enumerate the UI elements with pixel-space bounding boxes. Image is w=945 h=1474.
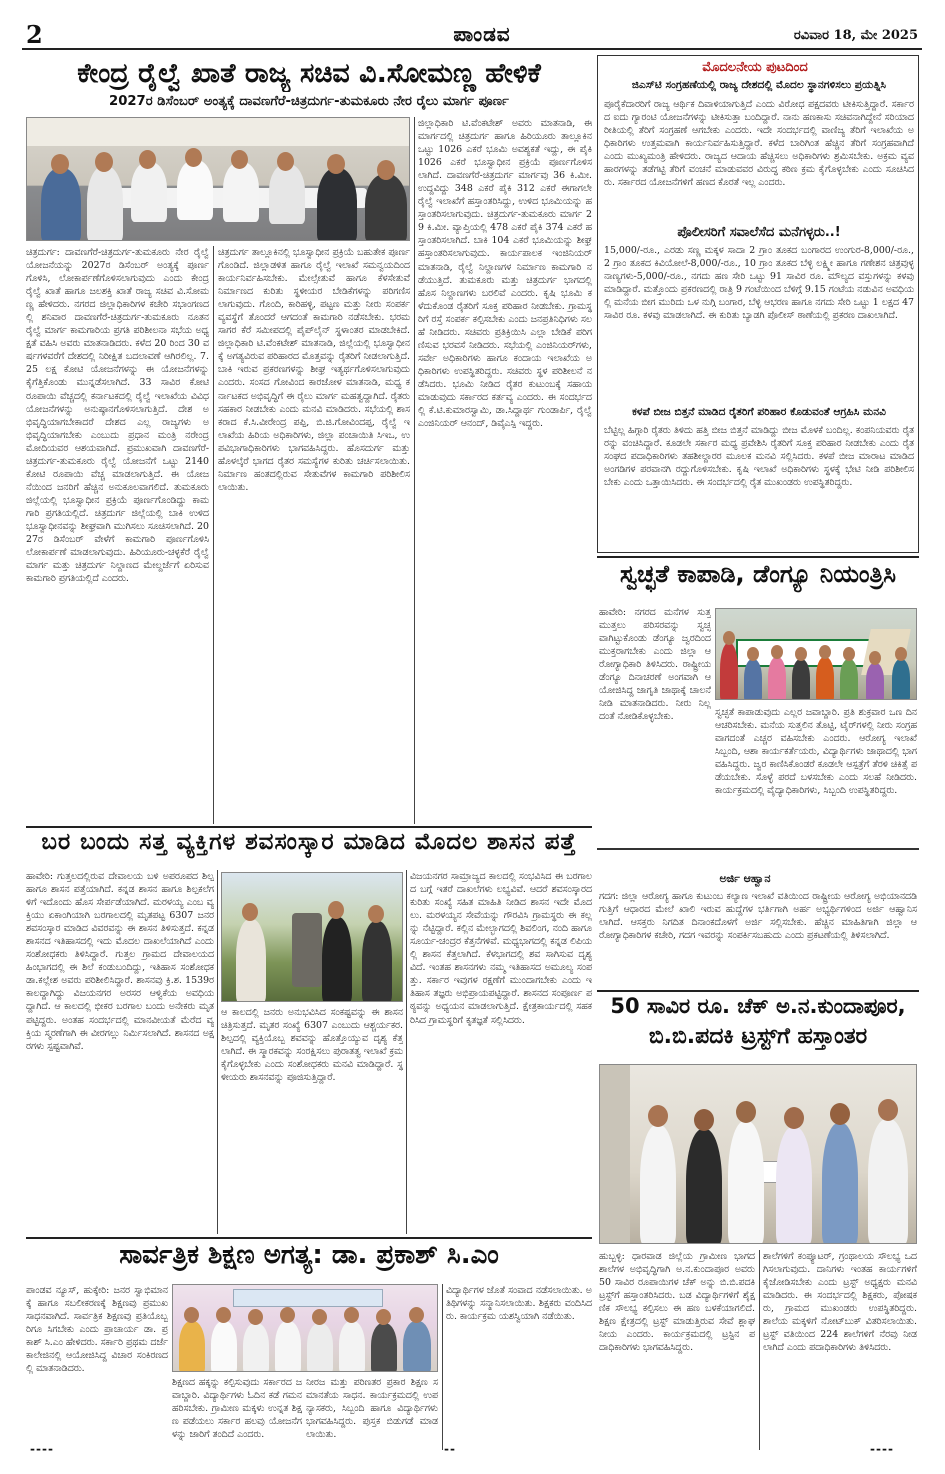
inscription-column-3: ವಿಜಯನಗರ ಸಾಮ್ರಾಜ್ಯದ ಕಾಲದಲ್ಲಿ ಸಂಭವಿಸಿದ ಈ ಬರಗಾಲದ ಬಗ್ಗೆ ಇತರೆ ದಾಖಲೆಗಳು ಲಭ್ಯವಿವೆ. ಆದರೆ ಶವಸಂಸ್ಕಾರದ ಕುರಿತು ಸಂಖ್ಯೆ ಸಹಿತ ಮಾಹಿತಿ ನೀಡಿದ ಶಾಸನ ಇದೇ ಮೊದಲು. ಮರಳಯ್ಯನ ಸೇವೆಯನ್ನು ಗೌರವಿಸಿ ಗ್ರಾಮಸ್ಥರು ಈ ಕಲ್ಲನ್ನು ನೆಟ್ಟಿದ್ದಾರೆ. ಕಲ್ಲಿನ ಮೇಲ್ಭಾಗದಲ್ಲಿ ಶಿವಲಿಂಗ, ನಂದಿ ಹಾಗೂ ಸೂರ್ಯ-ಚಂದ್ರರ ಕೆತ್ತನೆಗಳಿವೆ. ಮಧ್ಯಭಾಗದಲ್ಲಿ ಕನ್ನಡ ಲಿಪಿಯಲ್ಲಿ ಶಾಸನ ಕೆತ್ತಲಾಗಿದೆ. ಕೆಳಭಾಗದಲ್ಲಿ ಶವ ಸಾಗಿಸುವ ದೃಶ್ಯವಿದೆ. ಇಂತಹ ಶಾಸನಗಳು ನಮ್ಮ ಇತಿಹಾಸದ ಅಮೂಲ್ಯ ಸಂಪತ್ತು. ಸರ್ಕಾರ ಇವುಗಳ ರಕ್ಷಣೆಗೆ ಮುಂದಾಗಬೇಕು ಎಂದು ಇತಿಹಾಸ ತಜ್ಞರು ಅಭಿಪ್ರಾಯಪಟ್ಟಿದ್ದಾರೆ. ಶಾಸನದ ಸಂಪೂರ್ಣ ಪಠ್ಯವನ್ನು ಅಧ್ಯಯನ ಮಾಡಲಾಗುತ್ತಿದೆ. ಕ್ಷೇತ್ರಕಾರ್ಯದಲ್ಲಿ ಸಹಕರಿಸಿದ ಗ್ರಾಮಸ್ಥರಿಗೆ ಕೃತಜ್ಞತೆ ಸಲ್ಲಿಸಿದರು. [410,871,592,1026]
cheque-column-2: ಶಾಲೆಗಳಿಗೆ ಕಂಪ್ಯೂಟರ್, ಗ್ರಂಥಾಲಯ ಸೌಲಭ್ಯ ಒದಗಿಸಲಾಗುವುದು. ದಾನಿಗಳು ಇಂತಹ ಕಾರ್ಯಗಳಿಗೆ ಕೈಜೋಡಿಸಬೇಕು ಎಂದು ಟ್ರಸ್ಟ್ ಅಧ್ಯಕ್ಷರು ಮನವಿ ಮಾಡಿದರು. ಈ ಸಂದರ್ಭದಲ್ಲಿ ಶಿಕ್ಷಕರು, ಪೋಷಕರು, ಗ್ರಾಮದ ಮುಖಂಡರು ಉಪಸ್ಥಿತರಿದ್ದರು. ಶಾಲೆಯ ಮಕ್ಕಳಿಗೆ ನೋಟ್‌ಬುಕ್ ವಿತರಿಸಲಾಯಿತು. ಟ್ರಸ್ಟ್ ವತಿಯಿಂದ 224 ಶಾಲೆಗಳಿಗೆ ನೆರವು ನೀಡಲಾಗಿದೆ ಎಂದು ಪದಾಧಿಕಾರಿಗಳು ತಿಳಿಸಿದರು. [763,1251,917,1354]
notice-box [597,848,919,850]
cheque-headline-1: 50 ಸಾವಿರ ರೂ. ಚೆಕ್ ಅ.ನ.ಕುಂದಾಪೂರ, [610,994,906,1018]
masthead [22,20,922,50]
dengue-text-right: ಸ್ವಚ್ಛತೆ ಕಾಪಾಡುವುದು ಎಲ್ಲರ ಜವಾಬ್ದಾರಿ. ಪ್ರತಿ ಶುಕ್ರವಾರ ಒಣ ದಿನ ಆಚರಿಸಬೇಕು. ಮನೆಯ ಸುತ್ತಲಿನ ತೊಟ್ಟಿ, ಟೈರ್‌ಗಳಲ್ಲಿ ನೀರು ಸಂಗ್ರಹವಾಗದಂತೆ ಎಚ್ಚರ ವಹಿಸಬೇಕು ಎಂದರು. ಆರೋಗ್ಯ ಇಲಾಖೆ ಸಿಬ್ಬಂದಿ, ಆಶಾ ಕಾರ್ಯಕರ್ತೆಯರು, ವಿದ್ಯಾರ್ಥಿಗಳು ಜಾಥಾದಲ್ಲಿ ಭಾಗವಹಿಸಿದ್ದರು. ಜ್ವರ ಕಾಣಿಸಿಕೊಂಡರೆ ಕೂಡಲೇ ಆಸ್ಪತ್ರೆಗೆ ತೆರಳಿ ಚಿಕಿತ್ಸೆ ಪಡೆಯಬೇಕು. ಸೊಳ್ಳೆ ಪರದೆ ಬಳಸಬೇಕು ಎಂದು ಸಲಹೆ ನೀಡಿದರು. ಕಾರ್ಯಕ್ರಮದಲ್ಲಿ ವೈದ್ಯಾಧಿಕಾರಿಗಳು, ಸಿಬ್ಬಂದಿ ಉಪಸ್ಥಿತರಿದ್ದರು. [715,707,917,797]
gst-title: ಜಿಎಸ್‌ಟಿ ಸಂಗ್ರಹಣೆಯಲ್ಲಿ ರಾಜ್ಯ ದೇಶದಲ್ಲಿ ಮೊದಲ ಸ್ಥಾನಗಳಿಸಲು ಪ್ರಯತ್ನಿಸಿ [631,79,887,91]
seed-title: ಕಳಪೆ ಬೀಜ ಬಿತ್ತನೆ ಮಾಡಿದ ರೈತರಿಗೆ ಪರಿಹಾರ ಕೊಡುವಂತೆ ಆಗ್ರಹಿಸಿ ಮನವಿ [632,406,886,418]
notice-title: ಅರ್ಜಿ ಆಹ್ವಾನ [719,872,771,885]
education-headline: ಸಾರ್ವತ್ರಿಕ ಶಿಕ್ಷಣ ಅಗತ್ಯ: ಡಾ. ಪ್ರಕಾಶ್ ಸಿ.ಎಂ [119,1240,499,1270]
education-column-3: ನೀರಜ ಮತ್ತು ಪರಿಣತರ ಪ್ರಕಾರ ಶಿಕ್ಷಣ ಸಮಾನತೆಯ ಸಾಧನ. ಕಾರ್ಯಕ್ರಮದಲ್ಲಿ ಉಪನ್ಯಾಸಕರು, ಸಿಬ್ಬಂದಿ ಹಾಗೂ ವಿದ್ಯಾರ್ಥಿಗಳು ಭಾಗವಹಿಸಿದ್ದರು. ಪುಸ್ತಕ ಬಿಡುಗಡೆ ಮಾಡಲಾಯಿತು. [306,1377,438,1441]
story1-column-3: ಜಿಲ್ಲಾಧಿಕಾರಿ ಟಿ.ವೆಂಕಟೇಶ್ ಅವರು ಮಾತನಾಡಿ, ಈ ಮಾರ್ಗದಲ್ಲಿ ಚಿತ್ರದುರ್ಗ ಹಾಗೂ ಹಿರಿಯೂರು ತಾಲ್ಲೂಕಿನ ಒಟ್ಟು 1026 ಎಕರೆ ಭೂಮಿ ಅವಶ್ಯಕತೆ ಇದ್ದು, ಈ ಪೈಕಿ 1026 ಎಕರೆ ಭೂಸ್ವಾಧೀನ ಪ್ರಕ್ರಿಯೆ ಪೂರ್ಣಗೊಳಿಸಲಾಗಿದೆ. ದಾವಣಗೆರೆ-ಚಿತ್ರದುರ್ಗ ಮಾರ್ಗವು 36 ಕಿ.ಮೀ. ಉದ್ದವಿದ್ದು 348 ಎಕರೆ ಪೈಕಿ 312 ಎಕರೆ ಈಗಾಗಲೇ ರೈಲ್ವೆ ಇಲಾಖೆಗೆ ಹಸ್ತಾಂತರಿಸಿದ್ದು, ಉಳಿದ ಭೂಮಿಯನ್ನು ಹಸ್ತಾಂತರಿಸಲಾಗುವುದು. ಚಿತ್ರದುರ್ಗ-ತುಮಕೂರು ಮಾರ್ಗ 29 ಕಿ.ಮೀ. ವ್ಯಾಪ್ತಿಯಲ್ಲಿ 478 ಎಕರೆ ಪೈಕಿ 374 ಎಕರೆ ಹಸ್ತಾಂತರಿಸಲಾಗಿದೆ. ಬಾಕಿ 104 ಎಕರೆ ಭೂಮಿಯನ್ನು ಶೀಘ್ರ ಹಸ್ತಾಂತರಿಸಲಾಗುವುದು. ಕಾರ್ಯಪಾಲಕ ಇಂಜಿನಿಯರ್ ಮಾತನಾಡಿ, ರೈಲ್ವೆ ನಿಲ್ದಾಣಗಳ ನಿರ್ಮಾಣ ಕಾಮಗಾರಿ ನಡೆಯುತ್ತಿದೆ. ತುಮಕೂರು ಮತ್ತು ಚಿತ್ರದುರ್ಗ ಭಾಗದಲ್ಲಿ ಹೊಸ ನಿಲ್ದಾಣಗಳು ಬರಲಿವೆ ಎಂದರು. ಕೃಷಿ ಭೂಮಿ ಕಳೆದುಕೊಂಡ ರೈತರಿಗೆ ಸೂಕ್ತ ಪರಿಹಾರ ನೀಡಬೇಕು. ಗ್ರಾಮಸ್ಥರಿಗೆ ರಸ್ತೆ ಸಂಪರ್ಕ ಕಲ್ಪಿಸಬೇಕು ಎಂದು ಜನಪ್ರತಿನಿಧಿಗಳು ಸಲಹೆ ನೀಡಿದರು. ಸಚಿವರು ಪ್ರತಿಕ್ರಿಯಿಸಿ ಎಲ್ಲಾ ಬೇಡಿಕೆ ಪರಿಗಣಿಸುವ ಭರವಸೆ ನೀಡಿದರು. ಸಭೆಯಲ್ಲಿ ಎಂಜಿನಿಯರ್‌ಗಳು, ಸರ್ವೇ ಅಧಿಕಾರಿಗಳು ಹಾಗೂ ಕಂದಾಯ ಇಲಾಖೆಯ ಅಧಿಕಾರಿಗಳು ಉಪಸ್ಥಿತರಿದ್ದರು. ಸಚಿವರು ಸ್ಥಳ ಪರಿಶೀಲನೆ ನಡೆಸಿದರು. ಭೂಮಿ ನೀಡಿದ ರೈತರ ಕುಟುಂಬಕ್ಕೆ ಸಹಾಯ ಮಾಡುವುದು ಸರ್ಕಾರದ ಕರ್ತವ್ಯ ಎಂದರು. ಈ ಸಂದರ್ಭದಲ್ಲಿ ಕೆ.ಟಿ.ಕುಮಾರಸ್ವಾಮಿ, ಡಾ.ಸಿದ್ದಾರ್ಥ ಗುಂಡಾರ್ಪಿ, ರೈಲ್ವೆ ಎಂಜಿನಿಯರ್ ಆನಂದ್, ಡಿವೈಎಸ್ಪಿ ಇದ್ದರು. [418,118,592,430]
story1-column-2: ಚಿತ್ರದುರ್ಗ ತಾಲ್ಲೂಕಿನಲ್ಲಿ ಭೂಸ್ವಾಧೀನ ಪ್ರಕ್ರಿಯೆ ಬಹುತೇಕ ಪೂರ್ಣಗೊಂಡಿದೆ. ಜಿಲ್ಲಾಡಳಿತ ಹಾಗೂ ರೈಲ್ವೆ ಇಲಾಖೆ ಸಮನ್ವಯದಿಂದ ಕಾರ್ಯನಿರ್ವಹಿಸಬೇಕು. ಮೇಲ್ಸೇತುವೆ ಹಾಗೂ ಕೆಳಸೇತುವೆ ನಿರ್ಮಾಣದ ಕುರಿತು ಸ್ಥಳೀಯರ ಬೇಡಿಕೆಗಳನ್ನು ಪರಿಗಣಿಸಲಾಗುವುದು. ಗೊಂದಿ, ಕಾರಿಹಳ್ಳಿ, ಪಟ್ಟಣ ಮತ್ತು ನೀರು ಸಂಪರ್ಕ ವ್ಯವಸ್ಥೆಗೆ ತೊಂದರೆ ಆಗದಂತೆ ಕಾಮಗಾರಿ ನಡೆಸಬೇಕು. ಭರಮಸಾಗರ ಕೆರೆ ಸಮೀಪದಲ್ಲಿ ಪೈಪ್‌ಲೈನ್ ಸ್ಥಳಾಂತರ ಮಾಡಬೇಕಿದೆ. ಜಿಲ್ಲಾಧಿಕಾರಿ ಟಿ.ವೆಂಕಟೇಶ್ ಮಾತನಾಡಿ, ಜಿಲ್ಲೆಯಲ್ಲಿ ಭೂಸ್ವಾಧೀನಕ್ಕೆ ಅಗತ್ಯವಿರುವ ಪರಿಹಾರದ ಮೊತ್ತವನ್ನು ರೈತರಿಗೆ ನೀಡಲಾಗುತ್ತಿದೆ. ಬಾಕಿ ಇರುವ ಪ್ರಕರಣಗಳನ್ನು ಶೀಘ್ರ ಇತ್ಯರ್ಥಗೊಳಿಸಲಾಗುವುದು ಎಂದರು. ಸಂಸದ ಗೋವಿಂದ ಕಾರಜೋಳ ಮಾತನಾಡಿ, ಮಧ್ಯ ಕರ್ನಾಟಕದ ಅಭಿವೃದ್ಧಿಗೆ ಈ ರೈಲು ಮಾರ್ಗ ಮಹತ್ವದ್ದಾಗಿದೆ. ರೈತರು ಸಹಕಾರ ನೀಡಬೇಕು ಎಂದು ಮನವಿ ಮಾಡಿದರು. ಸಭೆಯಲ್ಲಿ ಶಾಸಕರಾದ ಕೆ.ಸಿ.ವೀರೇಂದ್ರ ಪಪ್ಪಿ, ಬಿ.ಜಿ.ಗೋವಿಂದಪ್ಪ, ರೈಲ್ವೆ ಇಲಾಖೆಯ ಹಿರಿಯ ಅಧಿಕಾರಿಗಳು, ಜಿಲ್ಲಾ ಪಂಚಾಯಿತಿ ಸಿಇಒ, ಉಪವಿಭಾಗಾಧಿಕಾರಿಗಳು ಭಾಗವಹಿಸಿದ್ದರು. ಹೊಸದುರ್ಗ ಮತ್ತು ಹೊಳಲ್ಕೆರೆ ಭಾಗದ ರೈತರ ಸಮಸ್ಯೆಗಳ ಕುರಿತು ಚರ್ಚಿಸಲಾಯಿತು. ನಿರ್ಮಾಣ ಹಂತದಲ್ಲಿರುವ ಸೇತುವೆಗಳ ಕಾಮಗಾರಿ ಪರಿಶೀಲಿಸಲಾಯಿತು. [218,247,410,493]
page-number: 2 [26,20,43,49]
dengue-photo [715,608,917,700]
inscription-column-1: ಹಾವೇರಿ: ಗುತ್ತಲದಲ್ಲಿರುವ ದೇವಾಲಯ ಬಳಿ ಅಪರೂಪದ ಶಿಲ್ಪ ಹಾಗೂ ಶಾಸನ ಪತ್ತೆಯಾಗಿದೆ. ಕನ್ನಡ ಶಾಸನ ಹಾಗೂ ಶಿಲ್ಪಕಲೆಗಳಿಗೆ ಇದೊಂದು ಹೊಸ ಸೇರ್ಪಡೆಯಾಗಿದೆ. ಮರಳಯ್ಯ ಎಂಬ ವ್ಯಕ್ತಿಯು ಏಕಾಂಗಿಯಾಗಿ ಬರಗಾಲದಲ್ಲಿ ಮೃತಪಟ್ಟ 6307 ಜನರ ಶವಸಂಸ್ಕಾರ ಮಾಡಿದ ವಿವರವನ್ನು ಈ ಶಾಸನ ತಿಳಿಸುತ್ತದೆ. ಕನ್ನಡ ಶಾಸನದ ಇತಿಹಾಸದಲ್ಲಿ ಇದು ಮೊದಲ ದಾಖಲೆಯಾಗಿದೆ ಎಂದು ಸಂಶೋಧಕರು ತಿಳಿಸಿದ್ದಾರೆ. ಗುತ್ತಲ ಗ್ರಾಮದ ದೇವಾಲಯದ ಹಿಂಭಾಗದಲ್ಲಿ ಈ ಶಿಲೆ ಕಂಡುಬಂದಿದ್ದು, ಇತಿಹಾಸ ಸಂಶೋಧಕ ಡಾ.ಕಲ್ಲೇಶ ಅವರು ಪರಿಶೀಲಿಸಿದ್ದಾರೆ. ಶಾಸನವು ಕ್ರಿ.ಶ. 1539ರ ಕಾಲದ್ದಾಗಿದ್ದು ವಿಜಯನಗರ ಅರಸರ ಆಳ್ವಿಕೆಯ ಅವಧಿಯದ್ದಾಗಿದೆ. ಆ ಕಾಲದಲ್ಲಿ ಭೀಕರ ಬರಗಾಲ ಬಂದು ಅನೇಕರು ಮೃತಪಟ್ಟಿದ್ದರು. ಅಂತಹ ಸಂದರ್ಭದಲ್ಲಿ ಮಾನವೀಯತೆ ಮೆರೆದ ವ್ಯಕ್ತಿಯ ಸ್ಮರಣೆಗಾಗಿ ಈ ವೀರಗಲ್ಲು ನಿರ್ಮಿಸಲಾಗಿದೆ. ಶಾಸನದ ಅಕ್ಷರಗಳು ಸ್ಪಷ್ಟವಾಗಿವೆ. [26,871,214,1052]
cheque-headline-2: ಬಿ.ಬಿ.ಪದಕಿ ಟ್ರಸ್ಟ್‌ಗೆ ಹಸ್ತಾಂತರ [648,1024,868,1049]
continued-kicker: ಮೊದಲನೇಯ ಪುಟದಿಂದ [702,60,808,75]
notice-text: ಗದಗ: ಜಿಲ್ಲಾ ಆರೋಗ್ಯ ಹಾಗೂ ಕುಟುಂಬ ಕಲ್ಯಾಣ ಇಲಾಖೆ ವತಿಯಿಂದ ರಾಷ್ಟ್ರೀಯ ಆರೋಗ್ಯ ಅಭಿಯಾನದಡಿ ಗುತ್ತಿಗೆ ಆಧಾರದ ಮೇಲೆ ಖಾಲಿ ಇರುವ ಹುದ್ದೆಗಳ ಭರ್ತಿಗಾಗಿ ಅರ್ಹ ಅಭ್ಯರ್ಥಿಗಳಿಂದ ಅರ್ಜಿ ಆಹ್ವಾನಿಸಲಾಗಿದೆ. ಆಸಕ್ತರು ನಿಗದಿತ ದಿನಾಂಕದೊಳಗೆ ಅರ್ಜಿ ಸಲ್ಲಿಸಬೇಕು. ಹೆಚ್ಚಿನ ಮಾಹಿತಿಗಾಗಿ ಜಿಲ್ಲಾ ಆರೋಗ್ಯಾಧಿಕಾರಿಗಳ ಕಚೇರಿ, ಗದಗ ಇವರನ್ನು ಸಂಪರ್ಕಿಸಬಹುದು ಎಂದು ಪ್ರಕಟಣೆಯಲ್ಲಿ ತಿಳಿಸಲಾಗಿದೆ. [599,891,917,942]
footer-middle: -⁣- [444,1442,456,1456]
footer-right: ---- [870,1442,894,1456]
education-column-2: ಶಿಕ್ಷಣದ ಹಕ್ಕನ್ನು ಕಲ್ಪಿಸುವುದು ಸರ್ಕಾರದ ಜವಾಬ್ದಾರಿ. ವಿದ್ಯಾರ್ಥಿಗಳು ಓದಿನ ಕಡೆ ಗಮನ ಹರಿಸಬೇಕು. ಗ್ರಾಮೀಣ ಮಕ್ಕಳು ಉನ್ನತ ಶಿಕ್ಷಣ ಪಡೆಯಲು ಸರ್ಕಾರ ಹಲವು ಯೋಜನೆಗಳನ್ನು ಜಾರಿಗೆ ತಂದಿದೆ ಎಂದರು. [172,1377,302,1441]
inscription-column-2: ಆ ಕಾಲದಲ್ಲಿ ಜನರು ಅನುಭವಿಸಿದ ಸಂಕಷ್ಟವನ್ನು ಈ ಶಾಸನ ಚಿತ್ರಿಸುತ್ತದೆ. ಮೃತರ ಸಂಖ್ಯೆ 6307 ಎಂಬುದು ಆಶ್ಚರ್ಯಕರ. ಶಿಲ್ಪದಲ್ಲಿ ವ್ಯಕ್ತಿಯೊಬ್ಬ ಶವವನ್ನು ಹೊತ್ತೊಯ್ಯುವ ದೃಶ್ಯ ಕೆತ್ತಲಾಗಿದೆ. ಈ ಸ್ಮಾರಕವನ್ನು ಸಂರಕ್ಷಿಸಲು ಪುರಾತತ್ವ ಇಲಾಖೆ ಕ್ರಮ ಕೈಗೊಳ್ಳಬೇಕು ಎಂದು ಸಂಶೋಧಕರು ಮನವಿ ಮಾಡಿದ್ದಾರೆ. ಸ್ಥಳೀಯರು ಶಾಸನವನ್ನು ಪೂಜಿಸುತ್ತಿದ್ದಾರೆ. [221,1007,403,1084]
education-photo [172,1284,438,1372]
story1-subhead: 2027ರ ಡಿಸೆಂಬರ್ ಅಂತ್ಯಕ್ಕೆ ದಾವಣಗೆರೆ-ಚಿತ್ರದುರ್ಗ-ತುಮಕೂರು ನೇರ ರೈಲು ಮಾರ್ಗ ಪೂರ್ಣ [109,94,509,109]
burglary-title: ಪೊಲೀಸರಿಗೆ ಸವಾಲೆಸೆದ ಮನೆಗಳ್ಳರು..! [677,225,841,240]
paper-name: ಪಾಂಡವ [453,22,511,46]
inscription-photo [221,872,403,1002]
story1-column-1: ಚಿತ್ರದುರ್ಗ: ದಾವಣಗೆರೆ-ಚಿತ್ರದುರ್ಗ-ತುಮಕೂರು ನೇರ ರೈಲ್ವೆ ಯೋಜನೆಯನ್ನು 2027ರ ಡಿಸೆಂಬರ್ ಅಂತ್ಯಕ್ಕೆ ಪೂರ್ಣಗೊಳಿಸಿ, ಲೋಕಾರ್ಪಣೆಗೊಳಿಸಲಾಗುವುದು ಎಂದು ಕೇಂದ್ರ ರೈಲ್ವೆ ಖಾತೆ ಹಾಗೂ ಜಲಶಕ್ತಿ ಖಾತೆ ರಾಜ್ಯ ಸಚಿವ ವಿ.ಸೋಮಣ್ಣ ಹೇಳಿದರು. ನಗರದ ಜಿಲ್ಲಾಧಿಕಾರಿಗಳ ಕಚೇರಿ ಸಭಾಂಗಣದಲ್ಲಿ ಶನಿವಾರ ದಾವಣಗೆರೆ-ಚಿತ್ರದುರ್ಗ-ತುಮಕೂರು ನೂತನ ರೈಲ್ವೆ ಮಾರ್ಗ ಕಾಮಗಾರಿಯ ಪ್ರಗತಿ ಪರಿಶೀಲನಾ ಸಭೆಯ ಅಧ್ಯಕ್ಷತೆ ವಹಿಸಿ ಅವರು ಮಾತನಾಡಿದರು. ಕಳೆದ 20 ರಿಂದ 30 ವರ್ಷಗಳವರೆಗೆ ದೇಶದಲ್ಲಿ ನಿರೀಕ್ಷಿತ ಬದಲಾವಣೆ ಆಗಿರಲಿಲ್ಲ. 7.25 ಲಕ್ಷ ಕೋಟಿ ಯೋಜನೆಗಳನ್ನು ಈ ಯೋಜನೆಗಳನ್ನು ಕೈಗೆತ್ತಿಕೊಂಡು ಮುನ್ನಡೆಸಲಾಗಿದೆ. 33 ಸಾವಿರ ಕೋಟಿ ರೂಪಾಯಿ ವೆಚ್ಚದಲ್ಲಿ ಕರ್ನಾಟಕದಲ್ಲಿ ರೈಲ್ವೆ ಇಲಾಖೆಯ ವಿವಿಧ ಯೋಜನೆಗಳನ್ನು ಅನುಷ್ಠಾನಗೊಳಿಸಲಾಗುತ್ತಿದೆ. ದೇಶ ಅಭಿವೃದ್ಧಿಯಾಗಬೇಕಾದರೆ ದೇಶದ ಎಲ್ಲ ರಾಜ್ಯಗಳು ಅಭಿವೃದ್ಧಿಯಾಗಬೇಕು ಎಂಬುದು ಪ್ರಧಾನ ಮಂತ್ರಿ ನರೇಂದ್ರ ಮೋದಿಯವರ ಆಶಯವಾಗಿದೆ. ಪ್ರಮುಖವಾಗಿ ದಾವಣಗೆರೆ-ಚಿತ್ರದುರ್ಗ-ತುಮಕೂರು ರೈಲ್ವೆ ಯೋಜನೆಗೆ ಒಟ್ಟು 2140 ಕೋಟಿ ರೂಪಾಯಿ ವೆಚ್ಚ ಮಾಡಲಾಗುತ್ತಿದೆ. ಈ ಯೋಜನೆಯಿಂದ ಜನರಿಗೆ ಹೆಚ್ಚಿನ ಅನುಕೂಲವಾಗಲಿದೆ. ತುಮಕೂರು ಜಿಲ್ಲೆಯಲ್ಲಿ ಭೂಸ್ವಾಧೀನ ಪ್ರಕ್ರಿಯೆ ಪೂರ್ಣಗೊಂಡಿದ್ದು ಕಾಮಗಾರಿ ಪ್ರಗತಿಯಲ್ಲಿದೆ. ಚಿತ್ರದುರ್ಗ ಜಿಲ್ಲೆಯಲ್ಲಿ ಬಾಕಿ ಉಳಿದ ಭೂಸ್ವಾಧೀನವನ್ನು ಶೀಘ್ರವಾಗಿ ಮುಗಿಸಲು ಸೂಚಿಸಲಾಗಿದೆ. 2027ರ ಡಿಸೆಂಬರ್ ವೇಳೆಗೆ ಕಾಮಗಾರಿ ಪೂರ್ಣಗೊಳಿಸಿ ಲೋಕಾರ್ಪಣೆ ಮಾಡಲಾಗುವುದು. ಹಿರಿಯೂರು-ಚಳ್ಳಕೆರೆ ರೈಲ್ವೆ ಮಾರ್ಗ ಮತ್ತು ಚಿತ್ರದುರ್ಗ ನಿಲ್ದಾಣದ ಮೇಲ್ದರ್ಜೆಗೆ ಏರಿಸುವ ಕಾಮಗಾರಿ ಪ್ರಗತಿಯಲ್ಲಿದೆ ಎಂದರು. [26,247,209,585]
dengue-headline: ಸ್ವಚ್ಛತೆ ಕಾಪಾಡಿ, ಡೆಂಗ್ಯೂ ನಿಯಂತ್ರಿಸಿ [619,560,897,588]
inscription-headline: ಬರ ಬಂದು ಸತ್ತ ವ್ಯಕ್ತಿಗಳ ಶವಸಂಸ್ಕಾರ ಮಾಡಿದ ಮೊದಲ ಶಾಸನ ಪತ್ತೆ [41,829,577,855]
dengue-text-left: ಹಾವೇರಿ: ನಗರದ ಮನೆಗಳ ಸುತ್ತಮುತ್ತಲು ಪರಿಸರವನ್ನು ಸ್ವಚ್ಛವಾಗಿಟ್ಟುಕೊಂಡು ಡೆಂಗ್ಯೂ ಜ್ವರದಿಂದ ಮುಕ್ತರಾಗಬೇಕು ಎಂದು ಜಿಲ್ಲಾ ಆರೋಗ್ಯಾಧಿಕಾರಿ ತಿಳಿಸಿದರು. ರಾಷ್ಟ್ರೀಯ ಡೆಂಗ್ಯೂ ದಿನಾಚರಣೆ ಅಂಗವಾಗಿ ಆಯೋಜಿಸಿದ್ದ ಜಾಗೃತಿ ಜಾಥಾಕ್ಕೆ ಚಾಲನೆ ನೀಡಿ ಮಾತನಾಡಿದರು. ನೀರು ನಿಲ್ಲದಂತೆ ನೋಡಿಕೊಳ್ಳಬೇಕು. [599,607,711,723]
burglary-text: 15,000/-ರೂ., ಎರಡು ಸಣ್ಣ ಮಕ್ಕಳ ಸಾದಾ 2 ಗ್ರಾಂ ತೂಕದ ಬಂಗಾರದ ಉಂಗುರ-8,000/-ರೂ., 2 ಗ್ರಾಂ ತೂಕದ ಕಿವಿಯೋಲೆ-8,000/-ರೂ., 10 ಗ್ರಾಂ ತೂಕದ ಬೆಳ್ಳಿ ಲಕ್ಷ್ಮೀ ಹಾಗೂ ಗಣೇಶನ ಚಿತ್ರವುಳ್ಳ ನಾಣ್ಯಗಳು-5,000/-ರೂ., ನಗದು ಹಣ ಸೇರಿ ಒಟ್ಟು 91 ಸಾವಿರ ರೂ. ಮೌಲ್ಯದ ವಸ್ತುಗಳನ್ನು ಕಳವು ಮಾಡಿದ್ದಾರೆ. ಮತ್ತೊಂದು ಪ್ರಕರಣದಲ್ಲಿ ರಾತ್ರಿ 9 ಗಂಟೆಯಿಂದ ಬೆಳಿಗ್ಗೆ 9.15 ಗಂಟೆಯ ನಡುವಿನ ಅವಧಿಯಲ್ಲಿ ಮನೆಯ ಬೀಗ ಮುರಿದು ಒಳ ನುಗ್ಗಿ ಬಂಗಾರ, ಬೆಳ್ಳಿ ಆಭರಣ ಹಾಗೂ ನಗದು ಸೇರಿ ಒಟ್ಟು 1 ಲಕ್ಷದ 47 ಸಾವಿರ ರೂ. ಕಳವು ಮಾಡಲಾಗಿದೆ. ಈ ಕುರಿತು ಬ್ಯಾಡಗಿ ಪೊಲೀಸ್ ಠಾಣೆಯಲ್ಲಿ ಪ್ರಕರಣ ದಾಖಲಾಗಿದೆ. [604,245,914,322]
footer-left: ---- [30,1442,54,1456]
cheque-column-1: ಹುಬ್ಬಳ್ಳಿ: ಧಾರವಾಡ ಜಿಲ್ಲೆಯ ಗ್ರಾಮೀಣ ಭಾಗದ ಶಾಲೆಗಳ ಅಭಿವೃದ್ಧಿಗಾಗಿ ಅ.ನ.ಕುಂದಾಪೂರ ಅವರು 50 ಸಾವಿರ ರೂಪಾಯಿಗಳ ಚೆಕ್ ಅನ್ನು ಬಿ.ಬಿ.ಪದಕಿ ಟ್ರಸ್ಟ್‌ಗೆ ಹಸ್ತಾಂತರಿಸಿದರು. ಬಡ ವಿದ್ಯಾರ್ಥಿಗಳಿಗೆ ಶೈಕ್ಷಣಿಕ ಸೌಲಭ್ಯ ಕಲ್ಪಿಸಲು ಈ ಹಣ ಬಳಕೆಯಾಗಲಿದೆ. ಶಿಕ್ಷಣ ಕ್ಷೇತ್ರದಲ್ಲಿ ಟ್ರಸ್ಟ್ ಮಾಡುತ್ತಿರುವ ಸೇವೆ ಶ್ಲಾಘನೀಯ ಎಂದರು. ಕಾರ್ಯಕ್ರಮದಲ್ಲಿ ಟ್ರಸ್ಟಿನ ಪದಾಧಿಕಾರಿಗಳು ಭಾಗವಹಿಸಿದ್ದರು. [599,1251,755,1354]
education-column-1: ಪಾಂಡವ ನ್ಯೂಸ್, ಹುಕ್ಕೇರಿ: ಜನರ ಸ್ವಾಭಿಮಾನಕ್ಕೆ ಹಾಗೂ ಸಬಲೀಕರಣಕ್ಕೆ ಶಿಕ್ಷಣವು ಪ್ರಮುಖ ಸಾಧನವಾಗಿದೆ. ಸಾರ್ವತ್ರಿಕ ಶಿಕ್ಷಣವು ಪ್ರತಿಯೊಬ್ಬರಿಗೂ ಸಿಗಬೇಕು ಎಂದು ಪ್ರಾಚಾರ್ಯ ಡಾ. ಪ್ರಕಾಶ್ ಸಿ.ಎಂ ಹೇಳಿದರು. ಸರ್ಕಾರಿ ಪ್ರಥಮ ದರ್ಜೆ ಕಾಲೇಜಿನಲ್ಲಿ ಆಯೋಜಿಸಿದ್ದ ವಿಚಾರ ಸಂಕಿರಣದಲ್ಲಿ ಮಾತನಾಡಿದರು. [26,1285,168,1375]
issue-date: ರವಿವಾರ 18, ಮೇ 2025 [793,28,918,43]
story1-photo [26,117,410,241]
gst-text: ಪೂರೈಕೆದಾರರಿಗೆ ರಾಜ್ಯ ಆರ್ಥಿಕ ದಿವಾಳಿಯಾಗುತ್ತಿದೆ ಎಂದು ವಿರೋಧ ಪಕ್ಷದವರು ಟೀಕಿಸುತ್ತಿದ್ದಾರೆ. ಸರ್ಕಾರದ ಐದು ಗ್ಯಾರಂಟಿ ಯೋಜನೆಗಳನ್ನು ಟೀಕಿಸುತ್ತಾ ಬಂದಿದ್ದಾರೆ. ನಾನು ಹಣಕಾಸು ಸಚಿವನಾಗಿದ್ದೇನೆ ಸರಿಯಾದ ರೀತಿಯಲ್ಲಿ ತೆರಿಗೆ ಸಂಗ್ರಹಣೆ ಆಗಬೇಕು ಎಂದರು. ಇದೇ ಸಂದರ್ಭದಲ್ಲಿ ವಾಣಿಜ್ಯ ತೆರಿಗೆ ಇಲಾಖೆಯ ಅಧಿಕಾರಿಗಳು ಉತ್ತಮವಾಗಿ ಕಾರ್ಯನಿರ್ವಹಿಸುತ್ತಿದ್ದಾರೆ. ಕಳೆದ ಬಾರಿಗಿಂತ ಹೆಚ್ಚಿನ ತೆರಿಗೆ ಸಂಗ್ರಹವಾಗಿದೆ ಎಂದು ಮುಖ್ಯಮಂತ್ರಿ ಹೇಳಿದರು. ರಾಜ್ಯದ ಆದಾಯ ಹೆಚ್ಚಿಸಲು ಅಧಿಕಾರಿಗಳು ಶ್ರಮಿಸಬೇಕು. ಅಕ್ರಮ ವ್ಯವಹಾರಗಳನ್ನು ತಡೆಗಟ್ಟಿ ತೆರಿಗೆ ವಂಚನೆ ಮಾಡುವವರ ವಿರುದ್ಧ ಕಠಿಣ ಕ್ರಮ ಕೈಗೊಳ್ಳಬೇಕು ಎಂದು ಸೂಚಿಸಿದರು. ಸರ್ಕಾರದ ಯೋಜನೆಗಳಿಗೆ ಹಣದ ಕೊರತೆ ಇಲ್ಲ ಎಂದರು. [604,99,914,189]
story1-headline: ಕೇಂದ್ರ ರೈಲ್ವೆ ಖಾತೆ ರಾಜ್ಯ ಸಚಿವ ವಿ.ಸೋಮಣ್ಣ ಹೇಳಿಕೆ [77,58,541,89]
seed-text: ಬೆಟ್ಟಿಲ್ಲ ಹಿಗ್ಗಾರಿ ರೈತರು ತಿಳಿದು ಹತ್ತಿ ಬೀಜ ಬಿತ್ತನೆ ಮಾಡಿದ್ದು ಬೀಜ ಮೊಳಕೆ ಬಂದಿಲ್ಲ. ಕಂಪನಿಯವರು ರೈತರನ್ನು ವಂಚಿಸಿದ್ದಾರೆ. ಕೂಡಲೇ ಸರ್ಕಾರ ಮಧ್ಯ ಪ್ರವೇಶಿಸಿ ರೈತರಿಗೆ ಸೂಕ್ತ ಪರಿಹಾರ ನೀಡಬೇಕು ಎಂದು ರೈತ ಸಂಘದ ಪದಾಧಿಕಾರಿಗಳು ತಹಶೀಲ್ದಾರರ ಮೂಲಕ ಮನವಿ ಸಲ್ಲಿಸಿದರು. ಕಳಪೆ ಬೀಜ ಮಾರಾಟ ಮಾಡಿದ ಅಂಗಡಿಗಳ ಪರವಾನಗಿ ರದ್ದುಗೊಳಿಸಬೇಕು. ಕೃಷಿ ಇಲಾಖೆ ಅಧಿಕಾರಿಗಳು ಸ್ಥಳಕ್ಕೆ ಭೇಟಿ ನೀಡಿ ಪರಿಶೀಲಿಸಬೇಕು ಎಂದು ಒತ್ತಾಯಿಸಿದರು. ಈ ಸಂದರ್ಭದಲ್ಲಿ ರೈತ ಮುಖಂಡರು ಉಪಸ್ಥಿತರಿದ್ದರು. [604,425,914,489]
cheque-photo [599,1064,917,1244]
education-column-4: ವಿದ್ಯಾರ್ಥಿಗಳ ಜೊತೆ ಸಂವಾದ ನಡೆಸಲಾಯಿತು. ಅತಿಥಿಗಳನ್ನು ಸನ್ಮಾನಿಸಲಾಯಿತು. ಶಿಕ್ಷಕರು ವಂದಿಸಿದರು. ಕಾರ್ಯಕ್ರಮ ಯಶಸ್ವಿಯಾಗಿ ನಡೆಯಿತು. [446,1285,592,1323]
